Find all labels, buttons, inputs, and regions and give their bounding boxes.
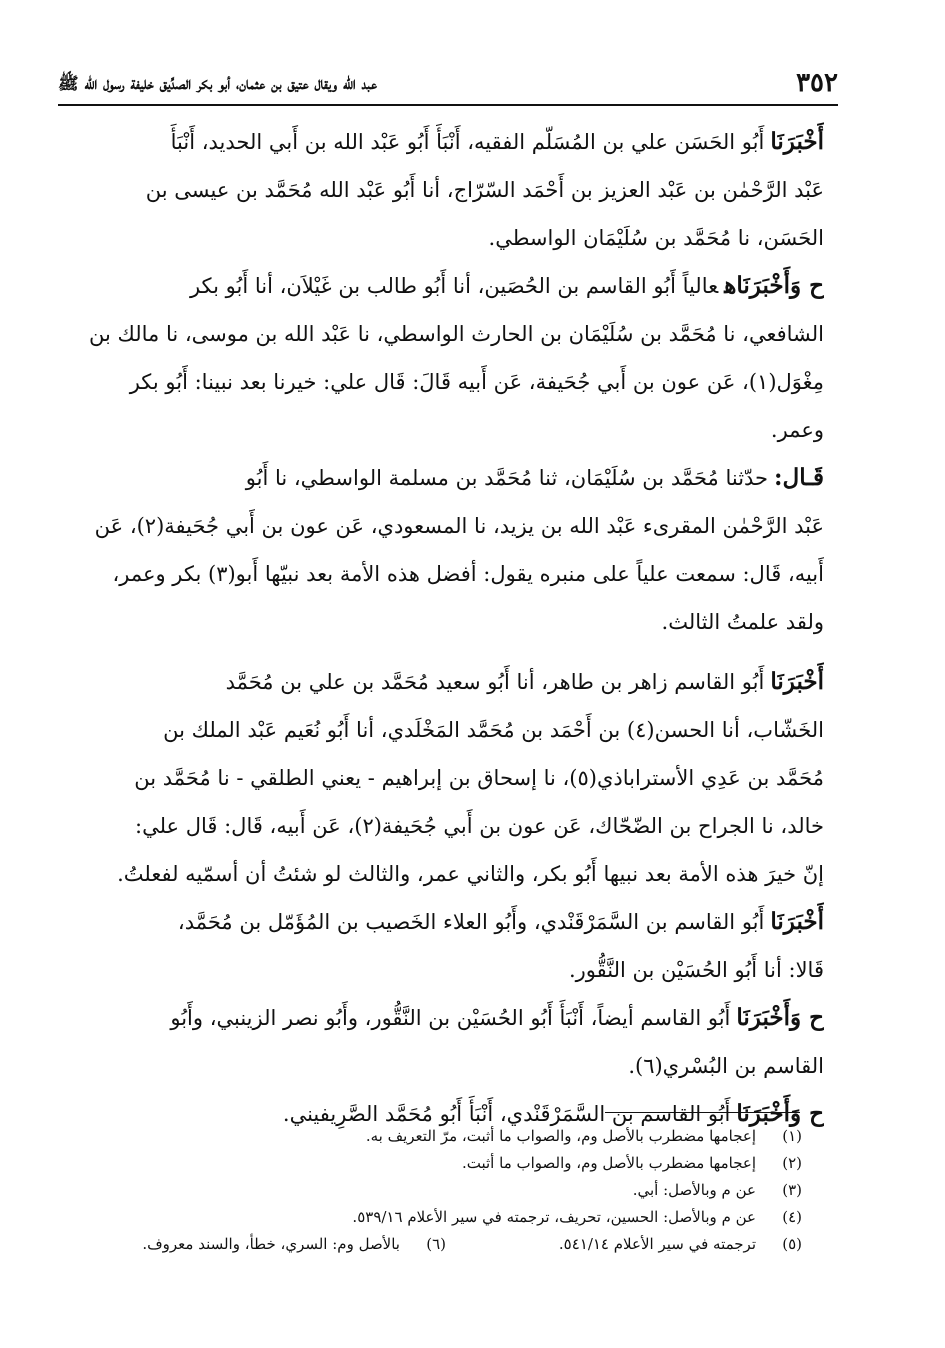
paragraph [62,454,824,646]
footnote-number: (٥) [782,1234,802,1253]
footnote [446,1230,802,1257]
page-header [58,60,838,106]
footnote-row [90,1230,802,1257]
footnote-text: عن م وبالأصل: أبي. [632,1180,756,1199]
line-text: أَبُو القاسم زاهر بن طاهر، أنا أَبُو سعيد مُحَمَّد بن علي بن مُحَمَّد [225,670,765,694]
footnote-number: (٣) [782,1180,802,1199]
paragraph [62,658,824,898]
paragraph-gap [62,646,824,658]
paragraph [62,994,824,1090]
footnote-text: بالأصل وم: السري، خطأ، والسند معروف. [142,1234,400,1253]
footnote [90,1203,802,1230]
footnote-separator [605,1112,800,1113]
footnote-number: (٢) [782,1153,802,1172]
text-line [62,898,824,946]
footnote [90,1122,802,1149]
footnote-number: (٦) [426,1234,446,1253]
footnote [90,1149,802,1176]
text-line [62,994,824,1042]
paragraph [62,898,824,994]
text-line [62,262,824,310]
text-line: الحَسَن، نا مُحَمَّد بن سُلَيْمَان الواسطي. [488,226,824,250]
paragraph-lead: ح وَأَخْبَرَنَا [736,1004,824,1031]
text-line: عَبْد الرَّحْمٰن بن عَبْد العزيز بن أَحْمَد السّرّاج، أنا أَبُو عَبْد الله مُحَمَّد بن عيسى بن [145,178,824,202]
paragraph-lead: أَخْبَرَنَا [770,128,824,155]
footnote [90,1230,446,1257]
footnote-number: (٤) [782,1207,802,1226]
paragraph [62,262,824,454]
line-text: أَبُو القاسم أيضاً، أَنْبَأَ أَبُو الحُسَيْن بن النَّقُّور، وأَبُو نصر الزينبي، وأَبُو [170,1006,731,1030]
paragraph-lead: قَـال: [774,464,824,491]
text-line: وعمر. [770,418,824,442]
footnote [90,1176,802,1203]
text-line [62,118,824,166]
text-line: مُحَمَّد بن عَدِي الأستراباذي(٥)، نا إسحاق بن إبراهيم - يعني الطلقي - نا مُحَمَّد بن [134,766,824,790]
footnote-text: إعجامها مضطرب بالأصل وم، والصواب ما أثبت، مرّ التعريف به. [365,1126,756,1145]
text-line: ولقد علمتُ الثالث. [661,610,824,634]
paragraph [62,118,824,262]
footnote-text: ترجمته في سير الأعلام ٥٤١/١٤. [558,1234,756,1253]
text-line: مِغْوَل(١)، عَن عون بن أَبي جُحَيفة، عَن أَبيه قَالَ: قَال علي: خيرنا بعد نبينا: أَبُو بكر [129,370,824,394]
text-line: الشافعي، نا مُحَمَّد بن سُلَيْمَان بن الحارث الواسطي، نا عَبْد الله بن موسى، نا مالك بن [89,322,824,346]
line-text: حدّثنا مُحَمَّد بن سُلَيْمَان، ثنا مُحَمَّد بن مسلمة الواسطي، نا أَبُو [245,466,769,490]
page-number: ٣٥٢ [796,68,838,98]
text-line: قَالا: أنا أَبُو الحُسَيْن بن النَّقُّور. [568,958,824,982]
footnote-text: إعجامها مضطرب بالأصل وم، والصواب ما أثبت. [461,1153,756,1172]
text-line: عَبْد الرَّحْمٰن المقرىء عَبْد الله بن يزيد، نا المسعودي، عَن عون بن أَبي جُحَيفة(٢)، عَن [94,514,824,538]
text-line: إنّ خيرَ هذه الأمة بعد نبيها أَبُو بكر، والثاني عمر، والثالث لو شئتُ أن أسمّيه لفعلتُ. [117,862,824,886]
line-text: عالياً أَبُو القاسم بن الحُصَين، أنا أَبُو طالب بن غَيْلاَن، أنا أَبُو بكر [189,274,719,298]
line-text: أَبُو الحَسَن علي بن المُسَلّم الفقيه، أَنْبَأَ أَبُو عَبْد الله بن أَبي الحديد، أَنْبَأَ [170,130,765,154]
running-title: عبد الله ويقال عتيق بن عثمان، أبو بكر الصدِّيق خليفة رسول الله ﷺ [58,74,377,94]
text-line: الخَشّاب، أنا الحسن(٤) بن أَحْمَد بن مُحَمَّد المَخْلَدي، أنا أَبُو نُعَيم عَبْد الملك بن [163,718,824,742]
text-line [62,454,824,502]
text-line [62,658,824,706]
footnotes [90,1122,802,1257]
footnote-text: عن م وبالأصل: الحسين، تحريف، ترجمته في سير الأعلام ٥٣٩/١٦. [352,1207,756,1226]
text-line: القاسم بن البُسْري(٦). [628,1054,824,1078]
paragraph-lead: أَخْبَرَنَا [770,908,824,935]
line-text: أَبُو القاسم بن السَّمَرْقَنْدي، أَنْبَأَ أَبُو مُحَمَّد الصَّرِيفيني. [282,1102,731,1126]
footnote-number: (١) [782,1126,802,1145]
line-text: أَبُو القاسم بن السَّمَرْقَنْدي، وأَبُو العلاء الخَصيب بن المُؤَمّل بن مُحَمَّد، [177,910,765,934]
paragraph-lead: ح وَأَخْبَرَنَا [736,1100,824,1127]
main-text [62,118,824,1138]
text-line: خالد، نا الجراح بن الضّحّاك، عَن عون بن أَبي جُحَيفة(٢)، عَن أَبيه، قَال: قَال علي: [135,814,824,838]
paragraph-lead: ح وَأَخْبَرَنَاه [724,272,824,299]
paragraph-lead: أَخْبَرَنَا [770,668,824,695]
text-line: أَبيه، قَال: سمعت علياً على منبره يقول: أفضل هذه الأمة بعد نبيّها أَبو(٣) بكر وعمر، [112,562,824,586]
